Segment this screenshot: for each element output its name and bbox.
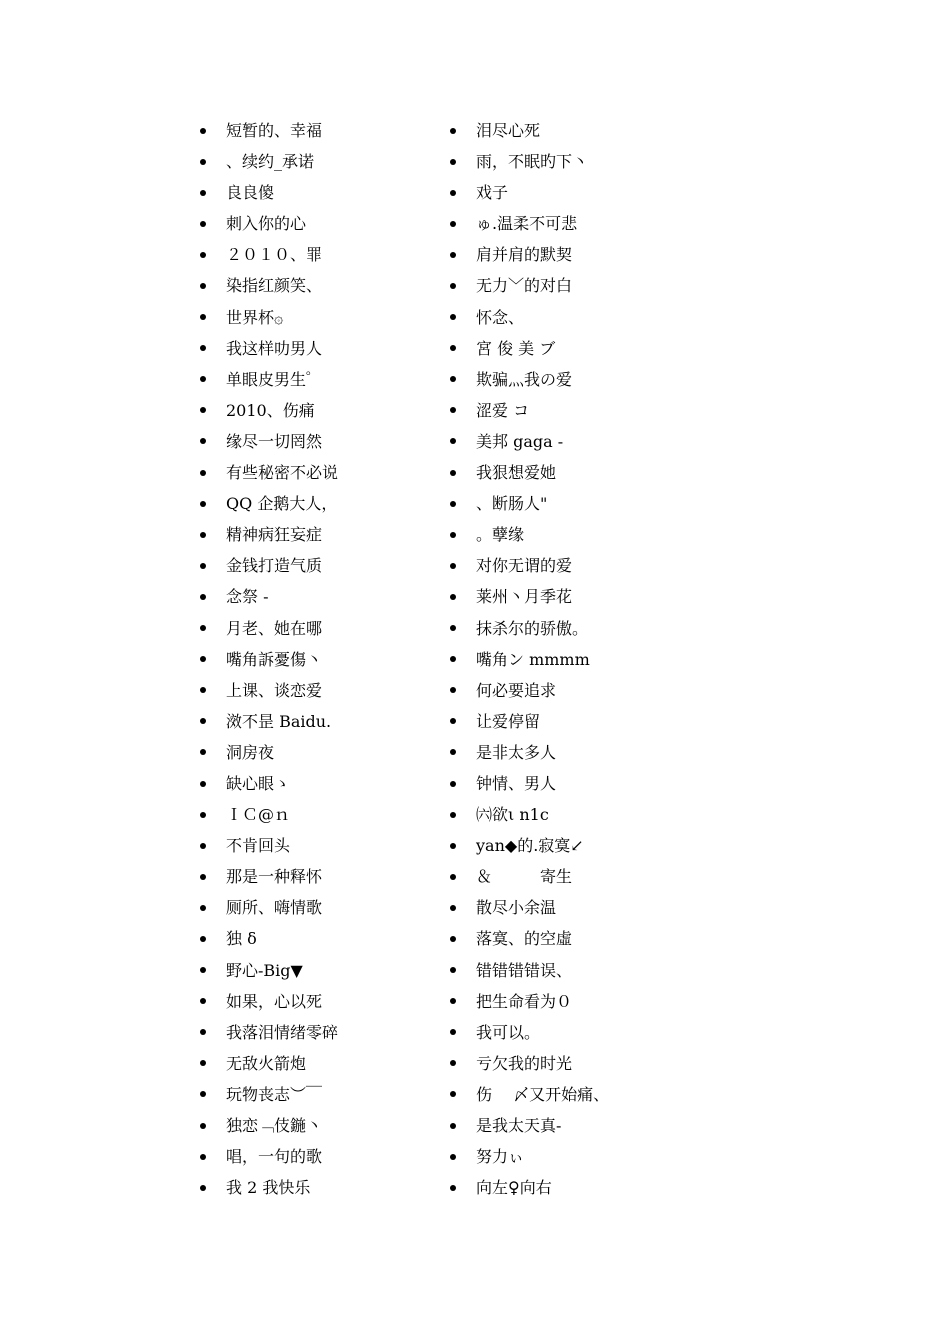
bullet-icon bbox=[200, 128, 206, 134]
list-item-text: 肩并肩的默契 bbox=[476, 245, 573, 265]
list-item bbox=[200, 457, 440, 488]
list-item-text: 向左♀向右 bbox=[476, 1178, 552, 1198]
bullet-icon bbox=[200, 376, 206, 382]
list-item bbox=[450, 1141, 710, 1172]
list-item bbox=[450, 1110, 710, 1141]
list-item-text: 对你无谓的爱 bbox=[476, 556, 573, 576]
list-item bbox=[450, 208, 710, 239]
list-item bbox=[200, 333, 440, 364]
bullet-icon bbox=[450, 376, 456, 382]
list-item bbox=[450, 426, 710, 457]
list-item bbox=[450, 581, 710, 612]
bullet-icon bbox=[200, 345, 206, 351]
list-item-text: 那是一种释怀 bbox=[226, 867, 323, 887]
bullet-icon bbox=[200, 967, 206, 973]
list-item bbox=[200, 302, 440, 333]
bullet-icon bbox=[200, 936, 206, 942]
bullet-icon bbox=[450, 407, 456, 413]
bullet-icon bbox=[450, 159, 456, 165]
list-item bbox=[450, 644, 710, 675]
bullet-icon bbox=[200, 1091, 206, 1097]
list-item-text: 有些秘密不必说 bbox=[226, 463, 339, 483]
bullet-icon bbox=[450, 843, 456, 849]
list-item bbox=[450, 395, 710, 426]
list-item-text: 努力ぃ bbox=[476, 1147, 525, 1167]
list-item bbox=[200, 768, 440, 799]
list-item bbox=[200, 115, 440, 146]
list-item bbox=[200, 737, 440, 768]
list-item-text: ＩＣ@ｎ bbox=[226, 805, 291, 825]
bullet-icon bbox=[450, 781, 456, 787]
list-item bbox=[450, 488, 710, 519]
bullet-icon bbox=[200, 159, 206, 165]
bullet-icon bbox=[450, 501, 456, 507]
list-item-text: 洞房夜 bbox=[226, 742, 275, 762]
bullet-icon bbox=[450, 936, 456, 942]
bullet-icon bbox=[450, 687, 456, 693]
list-item-text: 嘴角ン mmmm bbox=[476, 649, 590, 669]
list-item-text: ＆ 寄生 bbox=[476, 867, 573, 887]
list-item bbox=[450, 1172, 710, 1203]
list-item bbox=[450, 613, 710, 644]
list-item-text: 唱，一句的歌 bbox=[226, 1147, 323, 1167]
list-item bbox=[450, 333, 710, 364]
bullet-icon bbox=[450, 1185, 456, 1191]
bullet-icon bbox=[450, 874, 456, 880]
bullet-icon bbox=[450, 1123, 456, 1129]
list-item-text: 我这样叻男人 bbox=[226, 338, 323, 358]
list-item-text: ２０１０、罪 bbox=[226, 245, 323, 265]
bullet-icon bbox=[450, 905, 456, 911]
bullet-icon bbox=[450, 563, 456, 569]
bullet-icon bbox=[450, 749, 456, 755]
list-item-text: 良良傻 bbox=[226, 183, 275, 203]
list-item bbox=[450, 519, 710, 550]
bullet-icon bbox=[200, 470, 206, 476]
bullet-icon bbox=[450, 283, 456, 289]
list-item-text: 是我太天真- bbox=[476, 1116, 562, 1135]
list-item-text: 滧不昰 Baidu. bbox=[226, 711, 332, 731]
list-item bbox=[200, 1172, 440, 1203]
bullet-icon bbox=[450, 1154, 456, 1160]
bullet-icon bbox=[200, 656, 206, 662]
list-item-text: 无力﹀的对白 bbox=[476, 276, 573, 296]
list-item-text: 刺入你的心 bbox=[226, 214, 307, 234]
list-item bbox=[200, 581, 440, 612]
list-item bbox=[200, 208, 440, 239]
list-item bbox=[200, 146, 440, 177]
list-item bbox=[200, 426, 440, 457]
list-item bbox=[450, 457, 710, 488]
list-item bbox=[450, 177, 710, 208]
bullet-icon bbox=[450, 252, 456, 258]
bullet-icon bbox=[200, 190, 206, 196]
bullet-icon bbox=[200, 1123, 206, 1129]
list-item bbox=[200, 395, 440, 426]
list-item-text: 散尽小余温 bbox=[476, 898, 557, 918]
list-item-text: 染指红颜笑、 bbox=[226, 276, 323, 296]
list-item-text: 短暂的、幸福 bbox=[226, 121, 323, 140]
bullet-icon bbox=[450, 1029, 456, 1035]
list-item bbox=[200, 270, 440, 301]
list-item-text: 独恋﹁伎鍦丶 bbox=[226, 1116, 323, 1135]
list-item-text: 涩爱 コ bbox=[476, 400, 530, 420]
bullet-icon bbox=[200, 501, 206, 507]
bullet-icon bbox=[450, 438, 456, 444]
list-item bbox=[450, 364, 710, 395]
bullet-icon bbox=[200, 532, 206, 538]
list-item-text: 钟情、男人 bbox=[476, 773, 557, 793]
list-item-text: 、断肠人" bbox=[476, 494, 548, 514]
list-item-text: 。孽缘 bbox=[476, 525, 525, 545]
bullet-icon bbox=[450, 1060, 456, 1066]
bullet-icon bbox=[450, 314, 456, 320]
list-item-text: 金钱打造气质 bbox=[226, 556, 323, 576]
list-item bbox=[450, 892, 710, 923]
list-item bbox=[200, 675, 440, 706]
list-item bbox=[200, 706, 440, 737]
list-item bbox=[200, 364, 440, 395]
list-item-text: 何必要追求 bbox=[476, 680, 557, 700]
list-item-text: 缺心眼ゝ bbox=[226, 773, 291, 793]
list-item-text: 缘尽一切罔然 bbox=[226, 431, 323, 451]
bullet-icon bbox=[200, 812, 206, 818]
list-item bbox=[450, 799, 710, 830]
list-item-text: 莱州丶月季花 bbox=[476, 587, 573, 607]
list-item-text: 精神病狂妄症 bbox=[226, 525, 323, 545]
list-item-text: 雨，不眠旳下丶 bbox=[476, 152, 589, 172]
list-item-text: 让爱停留 bbox=[476, 711, 541, 731]
list-item-text: 2010、伤痛 bbox=[226, 400, 315, 420]
bullet-icon bbox=[200, 594, 206, 600]
list-item bbox=[450, 1017, 710, 1048]
list-item-text: 戏子 bbox=[476, 183, 509, 203]
list-item-text: QQ 企鹅大人， bbox=[226, 494, 338, 514]
list-item bbox=[450, 955, 710, 986]
list-item bbox=[200, 239, 440, 270]
bullet-icon bbox=[200, 1029, 206, 1035]
bullet-icon bbox=[200, 625, 206, 631]
list-item-text: 不肯回头 bbox=[226, 836, 291, 856]
list-item-text: 把生命看为０ bbox=[476, 991, 573, 1011]
bullet-icon bbox=[200, 781, 206, 787]
list-item-text: 念祭 - bbox=[226, 587, 269, 607]
bullet-icon bbox=[450, 1091, 456, 1097]
list-item-text: 错错错错误、 bbox=[476, 960, 573, 980]
list-item bbox=[450, 986, 710, 1017]
bullet-icon bbox=[200, 314, 206, 320]
bullet-icon bbox=[200, 998, 206, 1004]
bullet-icon bbox=[450, 221, 456, 227]
list-item bbox=[450, 768, 710, 799]
left-bullet-list bbox=[200, 115, 440, 1203]
list-item-text: 是非太多人 bbox=[476, 742, 557, 762]
list-item bbox=[200, 1017, 440, 1048]
bullet-icon bbox=[450, 625, 456, 631]
list-item bbox=[200, 644, 440, 675]
list-item-text: 怀念、 bbox=[476, 307, 525, 327]
list-item-text: 野心-Big▼ bbox=[226, 960, 303, 980]
bullet-icon bbox=[450, 812, 456, 818]
bullet-icon bbox=[200, 252, 206, 258]
list-item bbox=[200, 1079, 440, 1110]
list-item bbox=[450, 115, 710, 146]
list-item bbox=[450, 923, 710, 954]
bullet-icon bbox=[200, 1060, 206, 1066]
bullet-icon bbox=[450, 656, 456, 662]
list-item-text: 独 δ bbox=[226, 929, 257, 949]
bullet-icon bbox=[450, 128, 456, 134]
list-item-text: 如果，心以死 bbox=[226, 991, 323, 1011]
list-item-text: 无敌火箭炮 bbox=[226, 1053, 307, 1073]
list-item-text: 亏欠我的时光 bbox=[476, 1053, 573, 1073]
bullet-icon bbox=[200, 843, 206, 849]
list-item bbox=[200, 892, 440, 923]
list-item-text: ゅ.温柔不可悲 bbox=[476, 214, 578, 234]
list-item-text: 宮 俊 美 ブ bbox=[476, 338, 556, 358]
list-item-text: 世界杯۞ bbox=[226, 307, 284, 327]
bullet-icon bbox=[200, 283, 206, 289]
list-item bbox=[450, 706, 710, 737]
list-item-text: 我 2 我快乐 bbox=[226, 1178, 311, 1198]
right-bullet-list bbox=[450, 115, 710, 1203]
list-item bbox=[200, 861, 440, 892]
list-item-text: 、续约_承诺 bbox=[226, 152, 315, 172]
list-item-text: 落寞、的空虛 bbox=[476, 929, 573, 949]
list-item-text: 我落泪情绪零碎 bbox=[226, 1022, 339, 1042]
bullet-icon bbox=[200, 221, 206, 227]
list-item bbox=[450, 239, 710, 270]
list-item bbox=[450, 675, 710, 706]
list-item bbox=[450, 861, 710, 892]
bullet-icon bbox=[450, 718, 456, 724]
list-item-text: 玩物丧志︶￣ bbox=[226, 1084, 323, 1104]
list-item bbox=[200, 519, 440, 550]
list-item bbox=[450, 302, 710, 333]
list-item-text: 单眼皮男生゜ bbox=[226, 369, 323, 389]
bullet-icon bbox=[200, 718, 206, 724]
list-item bbox=[450, 146, 710, 177]
bullet-icon bbox=[200, 563, 206, 569]
bullet-icon bbox=[200, 687, 206, 693]
list-item bbox=[200, 955, 440, 986]
list-item-text: 抹杀尔的骄傲。 bbox=[476, 618, 589, 638]
list-item bbox=[200, 830, 440, 861]
bullet-icon bbox=[200, 874, 206, 880]
list-item-text: 伤 〆又开始痛、 bbox=[476, 1084, 610, 1104]
bullet-icon bbox=[200, 1185, 206, 1191]
bullet-icon bbox=[450, 345, 456, 351]
list-item bbox=[450, 830, 710, 861]
bullet-icon bbox=[200, 1154, 206, 1160]
list-item bbox=[450, 550, 710, 581]
bullet-icon bbox=[450, 594, 456, 600]
list-item-text: 泪尽心死 bbox=[476, 121, 541, 140]
list-item-text: 月老、她在哪 bbox=[226, 618, 323, 638]
bullet-icon bbox=[200, 749, 206, 755]
list-item-text: 上课、谈恋爱 bbox=[226, 680, 323, 700]
list-item bbox=[200, 986, 440, 1017]
list-item bbox=[450, 1079, 710, 1110]
bullet-icon bbox=[200, 905, 206, 911]
bullet-icon bbox=[200, 438, 206, 444]
list-item-text: 美邦 gaga - bbox=[476, 431, 564, 451]
bullet-icon bbox=[450, 190, 456, 196]
list-item bbox=[200, 488, 440, 519]
list-item bbox=[200, 1110, 440, 1141]
bullet-icon bbox=[450, 998, 456, 1004]
bullet-icon bbox=[450, 532, 456, 538]
bullet-icon bbox=[450, 470, 456, 476]
list-item-text: 欺骗灬我の爱 bbox=[476, 369, 573, 389]
list-item bbox=[200, 799, 440, 830]
list-item bbox=[200, 613, 440, 644]
list-item-text: 我可以。 bbox=[476, 1022, 541, 1042]
list-item bbox=[450, 737, 710, 768]
list-item bbox=[200, 1048, 440, 1079]
bullet-icon bbox=[450, 967, 456, 973]
list-item bbox=[200, 1141, 440, 1172]
list-item bbox=[450, 1048, 710, 1079]
list-item bbox=[200, 550, 440, 581]
list-item-text: 厕所、嗨情歌 bbox=[226, 898, 323, 918]
list-item bbox=[200, 923, 440, 954]
list-item-text: 我狠想爱她 bbox=[476, 463, 557, 483]
list-item bbox=[200, 177, 440, 208]
bullet-icon bbox=[200, 407, 206, 413]
list-item-text: 嘴角訴憂傷丶 bbox=[226, 649, 323, 669]
list-item-text: yan◆的.寂寞↙ bbox=[476, 836, 584, 856]
list-item bbox=[450, 270, 710, 301]
list-item-text: ㈥欲ι n1c bbox=[476, 805, 549, 825]
